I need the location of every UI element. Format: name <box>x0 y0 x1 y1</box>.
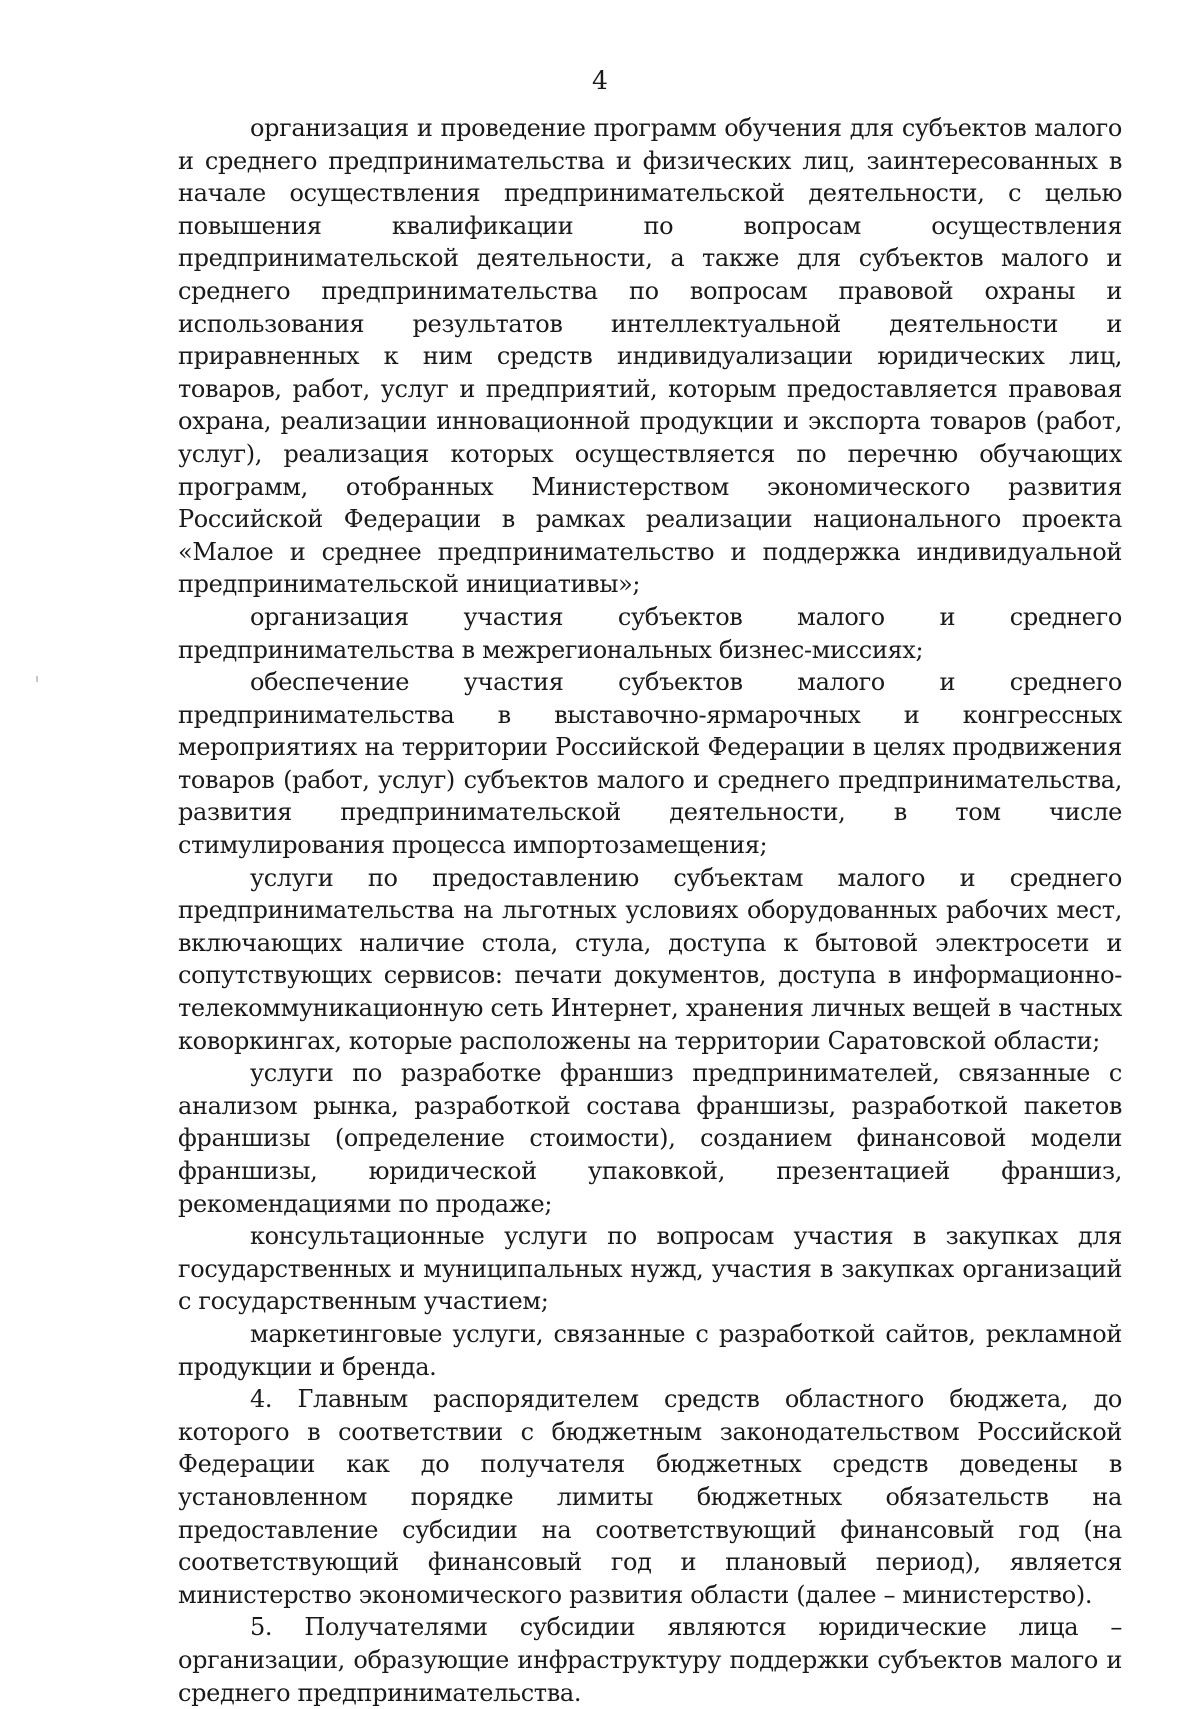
document-body <box>178 112 1122 1709</box>
paragraph-business-missions: организация участия субъектов малого и среднего предпринимательства в межрегиональных бизнес-миссиях; <box>178 602 1122 664</box>
paragraph-exhibitions: обеспечение участия субъектов малого и среднего предпринимательства в выставочно-ярмарочных и конгрессных мероприятиях на территории Российской Федерации в целях продвижения товаров (работ, услуг) субъектов малого и среднего предпринимательства, развития предпринимательской деятельности, в том числе стимулирования процесса импортозамещения; <box>178 668 1122 860</box>
page-number: 4 <box>592 66 608 95</box>
paragraph-section-4: 4. Главным распорядителем средств областного бюджета, до которого в соответствии с бюджетным законодательством Российской Федерации как до получателя бюджетных средств доведены в установленном порядке лимиты бюджетных обязательств на предоставление субсидии на соответствующий финансовый год (на соответствующий финансовый год и плановый период), является министерство экономического развития области (далее – министерство). <box>178 1385 1122 1609</box>
scan-mark <box>36 676 38 682</box>
paragraph-franchise: услуги по разработке франшиз предпринимателей, связанные с анализом рынка, разработкой состава франшизы, разработкой пакетов франшизы (определение стоимости), созданием финансовой модели франшизы, юридической упаковкой, презентацией франшиз, рекомендациями по продаже; <box>178 1059 1122 1218</box>
paragraph-training-programs: организация и проведение программ обучения для субъектов малого и среднего предпринимательства и физических лиц, заинтересованных в начале осуществления предпринимательской деятельности, с целью повышения квалификации по вопросам осуществления предпринимательской деятельности, а также для субъектов малого и среднего предпринимательства по вопросам правовой охраны и использования результатов интеллектуальной деятельности и приравненных к ним средств индивидуализации юридических лиц, товаров, работ, услуг и предприятий, которым предоставляется правовая охрана, реализации инновационной продукции и экспорта товаров (работ, услуг), реализация которых осуществляется по перечню обучающих программ, отобранных Министерством экономического развития Российской Федерации в рамках реализации национального проекта «Малое и среднее предпринимательство и поддержка индивидуальной предпринимательской инициативы»; <box>178 114 1122 599</box>
paragraph-section-5: 5. Получателями субсидии являются юридические лица – организации, образующие инфраструктуру поддержки субъектов малого и среднего предпринимательства. <box>178 1613 1122 1707</box>
paragraph-coworking: услуги по предоставлению субъектам малого и среднего предпринимательства на льготных условиях оборудованных рабочих мест, включающих наличие стола, стула, доступа к бытовой электросети и сопутствующих сервисов: печати документов, доступа в информационно-телекоммуникационную сеть Интернет, хранения личных вещей в частных коворкингах, которые расположены на территории Саратовской области; <box>178 863 1122 1055</box>
paragraph-procurement-consulting: консультационные услуги по вопросам участия в закупках для государственных и муниципальных нужд, участия в закупках организаций с государственным участием; <box>178 1222 1122 1316</box>
paragraph-marketing: маркетинговые услуги, связанные с разработкой сайтов, рекламной продукции и бренда. <box>178 1319 1122 1381</box>
